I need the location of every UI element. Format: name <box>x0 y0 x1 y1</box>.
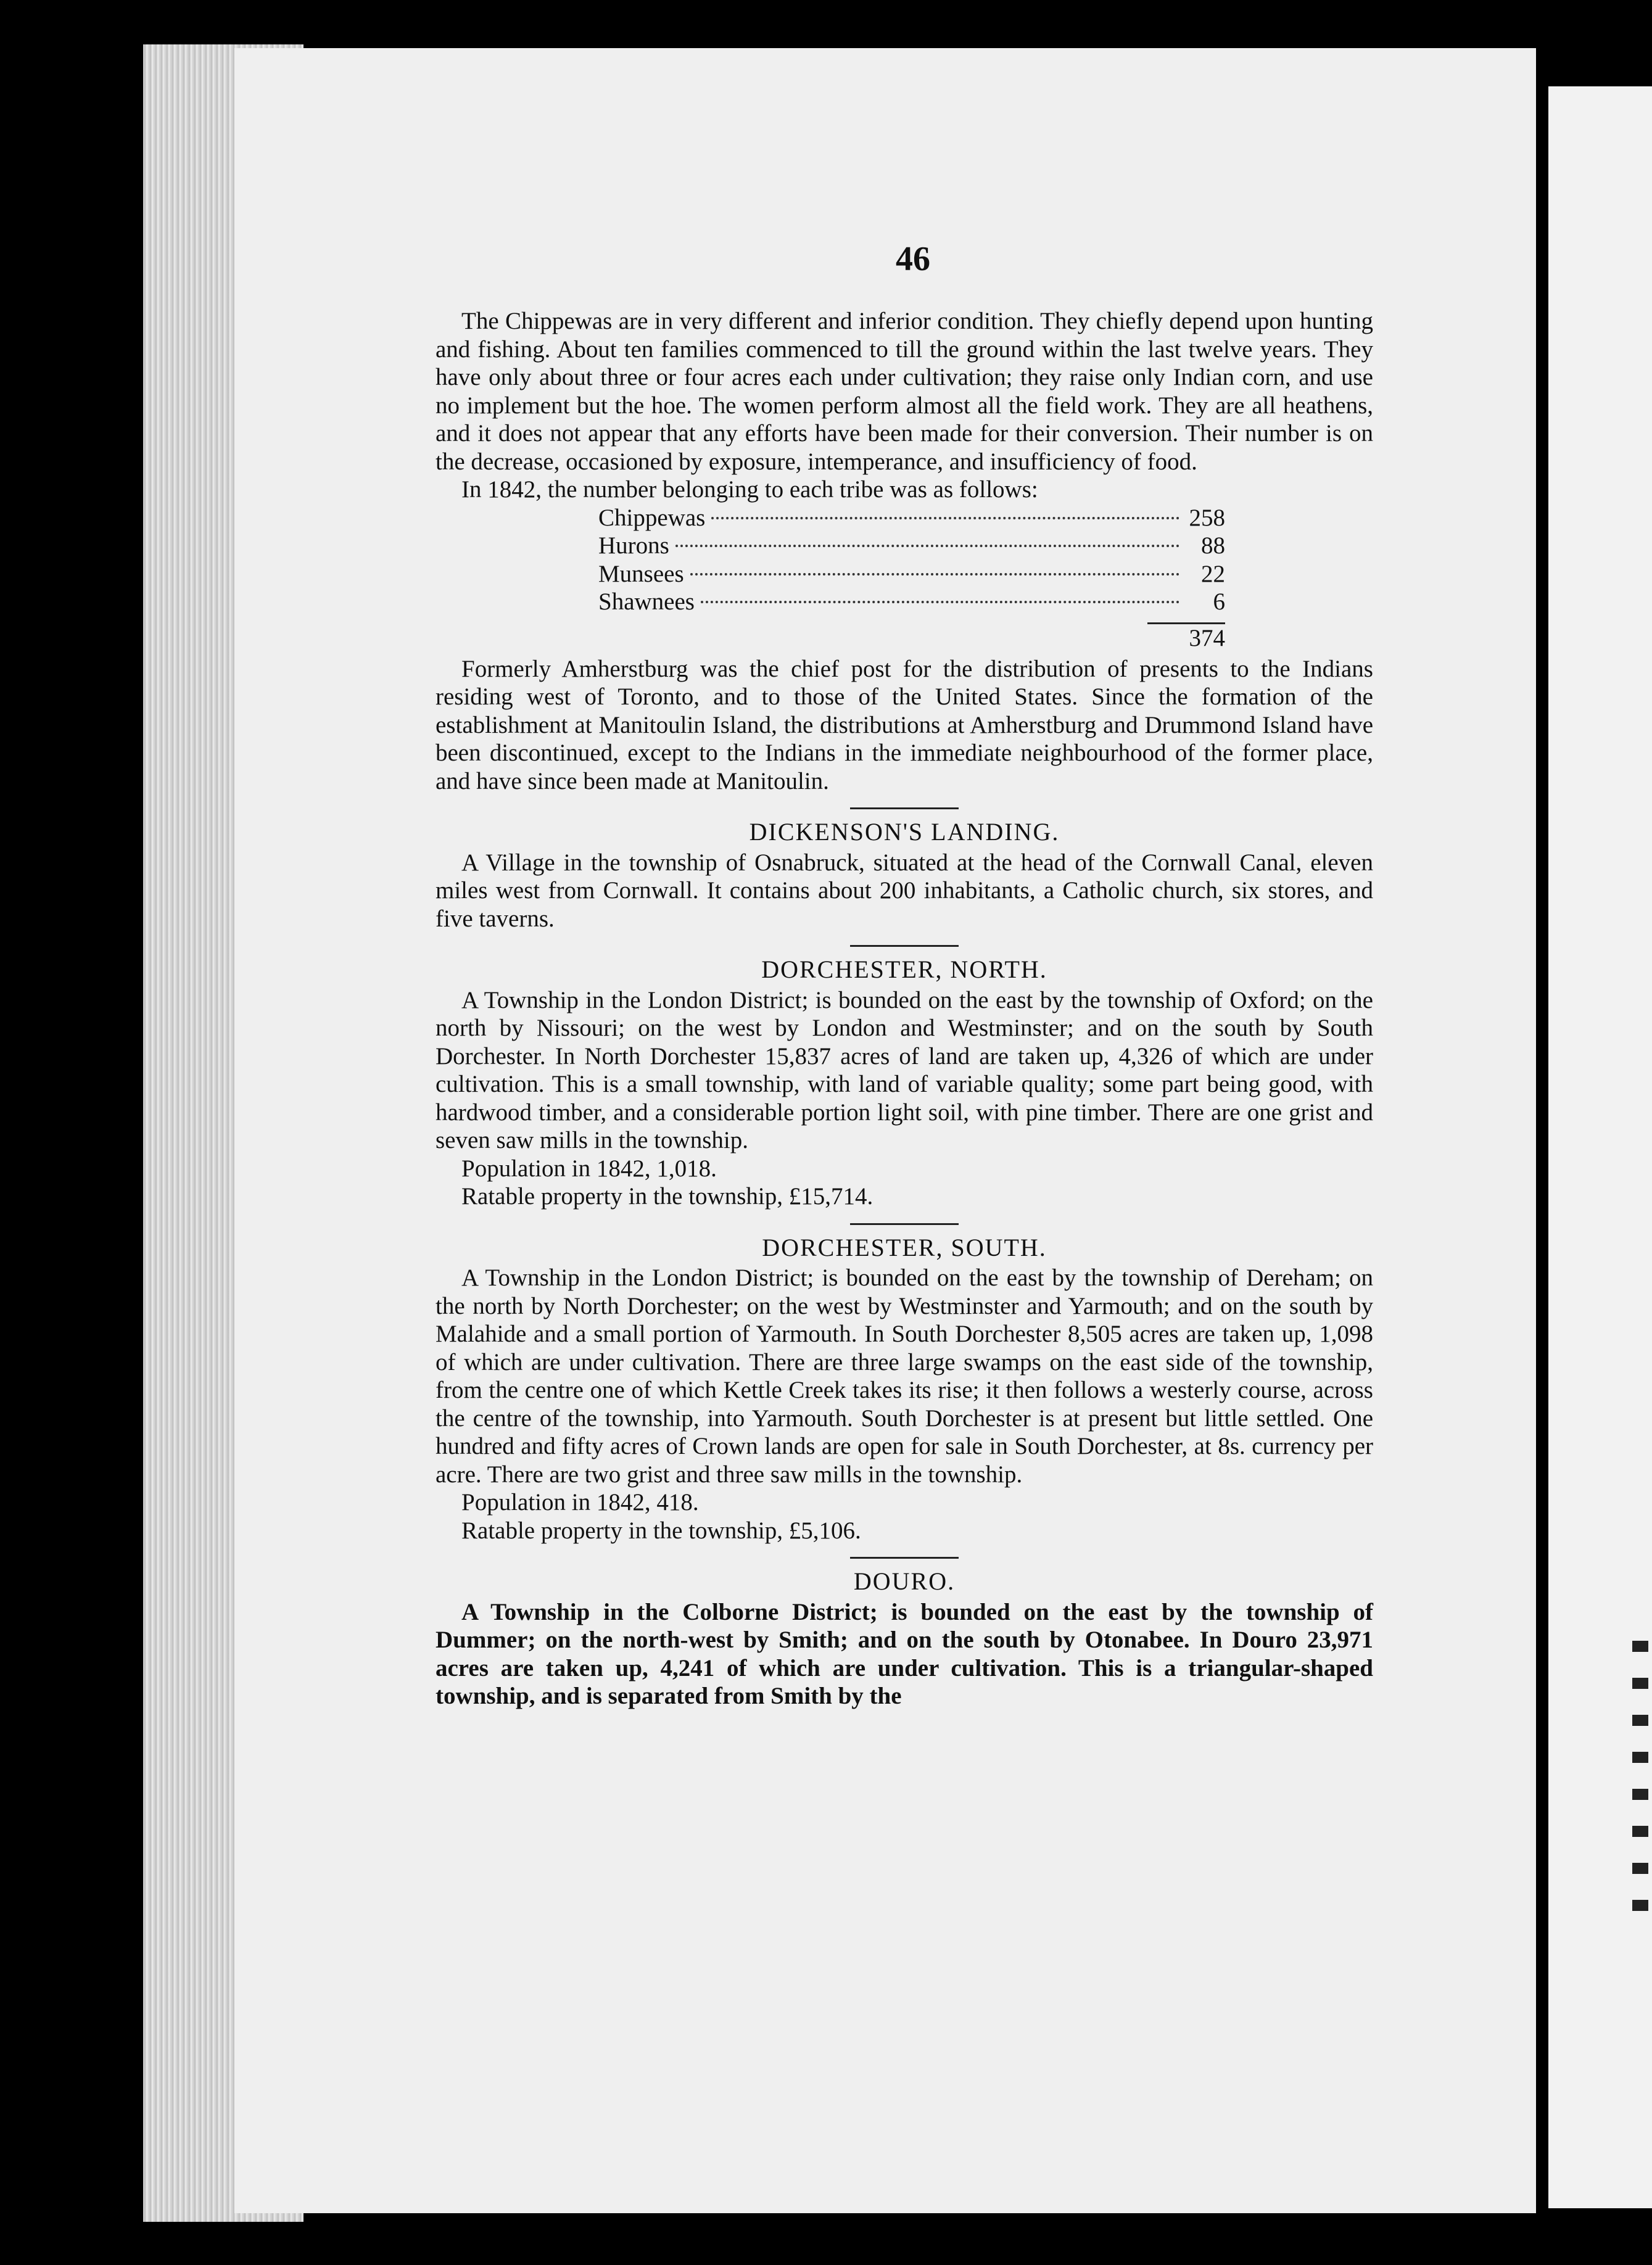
section-divider <box>850 945 959 947</box>
table-row <box>598 504 1225 532</box>
section-heading-dorchester-north: DORCHESTER, NORTH. <box>761 955 1047 983</box>
dickensons-landing-paragraph: A Village in the township of Osnabruck, situated at the head of the Cornwall Canal, eleven miles west from Cornwall. It contains about 200 inhabitants, a Catholic church, six stores, and five taverns. <box>436 849 1373 932</box>
dot-leader <box>711 517 1179 519</box>
section-divider <box>850 1557 959 1559</box>
tribe-count: 258 <box>1189 504 1225 531</box>
section-heading-dorchester-south: DORCHESTER, SOUTH. <box>762 1233 1047 1261</box>
tribe-count: 6 <box>1213 588 1225 615</box>
table-row <box>598 560 1225 588</box>
page-number: 46 <box>896 240 930 278</box>
tribe-table-intro: In 1842, the number belonging to each tribe was as follows: <box>461 476 1038 503</box>
tribe-name: Chippewas <box>598 504 706 531</box>
dorchester-south-population: Population in 1842, 418. <box>461 1489 699 1516</box>
adjacent-page-text-fragment <box>1632 1641 1648 1937</box>
chippewas-paragraph: The Chippewas are in very different and inferior condition. They chiefly depend upon hunting and fishing. About ten families commenced to till the ground within the last twelve years. They have only about three or four acres each under cultivation; they raise only Indian corn, and use no implement but the hoe. The women perform almost all the field work. They are all heathens, and it does not appear that any efforts have been made for their conversion. Their number is on the decrease, occasioned by exposure, intemperance, and insufficiency of food. <box>436 308 1373 475</box>
section-heading-dickensons-landing: DICKENSON'S LANDING. <box>749 818 1060 846</box>
tribe-total: 374 <box>1189 624 1225 651</box>
page-content <box>436 307 1373 1710</box>
tribe-count: 88 <box>1201 532 1225 559</box>
dorchester-north-ratable: Ratable property in the township, £15,714. <box>461 1183 873 1210</box>
adjacent-page <box>1548 86 1652 2208</box>
tribe-name: Hurons <box>598 532 669 559</box>
dorchester-north-paragraph: A Township in the London District; is bounded on the east by the township of Oxford; on the north by Nissouri; on the west by London and Westminster; and on the south by South Dorchester. In North Dorchester 15,837 acres of land are taken up, 4,326 of which are under cultivation. This is a small township, with land of variable quality; some part being good, with hardwood timber, and a considerable portion light soil, with pine timber. There are one grist and seven saw mills in the township. <box>436 986 1373 1153</box>
tribe-table <box>598 504 1225 616</box>
section-divider <box>850 1223 959 1225</box>
douro-paragraph: A Township in the Colborne District; is bounded on the east by the township of Dummer; on the north-west by Smith; and on the south by Otonabee. In Douro 23,971 acres are taken up, 4,241 of which are under cultivation. This is a triangular-shaped township, and is separated from Smith by the <box>436 1598 1373 1709</box>
amherstburg-paragraph: Formerly Amherstburg was the chief post for the distribution of presents to the Indians residing west of Toronto, and to those of the United States. Since the formation of the establishment at Manitoulin Island, the distributions at Amherstburg and Drummond Island have been discontinued, except to the Indians in the immediate neighbourhood of the former place, and have since been made at Manitoulin. <box>436 655 1373 794</box>
dot-leader <box>675 545 1179 547</box>
tribe-count: 22 <box>1201 560 1225 587</box>
section-divider <box>850 807 959 809</box>
tribe-name: Shawnees <box>598 588 695 615</box>
dot-leader <box>690 573 1179 576</box>
dorchester-north-population: Population in 1842, 1,018. <box>461 1155 717 1182</box>
tribe-name: Munsees <box>598 560 684 587</box>
dorchester-south-paragraph: A Township in the London District; is bounded on the east by the township of Dereham; on the north by North Dorchester; on the west by Westminster and Yarmouth; and on the south by Malahide and a small portion of Yarmouth. In South Dorchester 8,505 acres are taken up, 1,098 of which are under cultivation. There are three large swamps on the east side of the township, from the centre one of which Kettle Creek takes its rise; it then follows a westerly course, across the centre of the township, into Yarmouth. South Dorchester is at present but little settled. One hundred and fifty acres of Crown lands are open for sale in South Dorchester, at 8s. currency per acre. There are two grist and three saw mills in the township. <box>436 1265 1373 1488</box>
dorchester-south-ratable: Ratable property in the township, £5,106. <box>461 1517 861 1544</box>
table-row <box>598 532 1225 560</box>
table-row <box>598 588 1225 616</box>
dot-leader <box>701 601 1179 603</box>
section-heading-douro: DOURO. <box>853 1567 956 1595</box>
